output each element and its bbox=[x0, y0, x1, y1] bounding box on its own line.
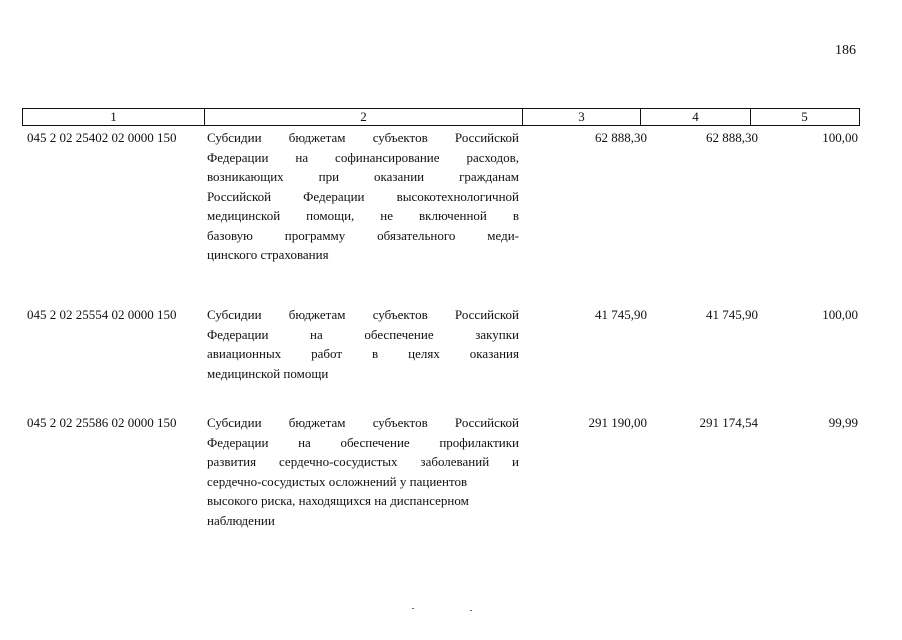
description-line: Федерации на обеспечение профилактики bbox=[207, 434, 519, 450]
header-col-4: 4 bbox=[641, 109, 751, 125]
description-line: Федерации на обеспечение закупки bbox=[207, 326, 519, 342]
header-col-1: 1 bbox=[23, 109, 205, 125]
header-col-3: 3 bbox=[523, 109, 641, 125]
row-code: 045 2 02 25554 02 0000 150 bbox=[27, 307, 177, 322]
description-line: цинского страхования bbox=[207, 247, 329, 262]
row-description bbox=[207, 128, 519, 265]
description-line: Субсидии бюджетам субъектов Российской bbox=[207, 130, 519, 145]
description-line: Федерации на софинансирование расходов, bbox=[207, 149, 519, 165]
row-description bbox=[207, 305, 519, 383]
description-line: Субсидии бюджетам субъектов Российской bbox=[207, 307, 519, 322]
description-line: высокого риска, находящихся на диспансерном bbox=[207, 493, 469, 508]
description-line: авиационных работ в целях оказания bbox=[207, 346, 519, 361]
header-col-5: 5 bbox=[801, 109, 808, 124]
row-col-5-value: 100,00 bbox=[822, 307, 858, 322]
description-line: сердечно-сосудистых осложнений у пациентов bbox=[207, 473, 468, 489]
row-col-4-value: 62 888,30 bbox=[706, 130, 758, 145]
description-line: базовую программу обязательного меди- bbox=[207, 227, 519, 243]
row-col-3-value: 62 888,30 bbox=[595, 130, 647, 145]
description-line: развития сердечно-сосудистых заболеваний и bbox=[207, 454, 519, 469]
row-code: 045 2 02 25402 02 0000 150 bbox=[27, 130, 177, 145]
row-col-4-value: 291 174,54 bbox=[699, 415, 758, 430]
row-code: 045 2 02 25586 02 0000 150 bbox=[27, 415, 177, 430]
description-line: наблюдении bbox=[207, 512, 275, 528]
scan-speck bbox=[412, 608, 414, 609]
description-line: Российской Федерации высокотехнологичной bbox=[207, 188, 519, 204]
row-col-3-value: 291 190,00 bbox=[588, 415, 647, 430]
description-line: Субсидии бюджетам субъектов Российской bbox=[207, 415, 519, 430]
row-col-3-value: 41 745,90 bbox=[595, 307, 647, 322]
description-line: возникающих при оказании гражданам bbox=[207, 169, 519, 184]
description-line: медицинской помощи bbox=[207, 365, 329, 381]
row-col-4-value: 41 745,90 bbox=[706, 307, 758, 322]
row-description bbox=[207, 413, 519, 530]
scan-speck bbox=[470, 610, 472, 611]
row-col-5-value: 100,00 bbox=[822, 130, 858, 145]
page-number: 186 bbox=[835, 43, 856, 58]
row-col-5-value: 99,99 bbox=[828, 415, 858, 430]
description-line: медицинской помощи, не включенной в bbox=[207, 208, 519, 223]
header-col-2: 2 bbox=[205, 109, 523, 125]
table-header bbox=[22, 108, 860, 126]
